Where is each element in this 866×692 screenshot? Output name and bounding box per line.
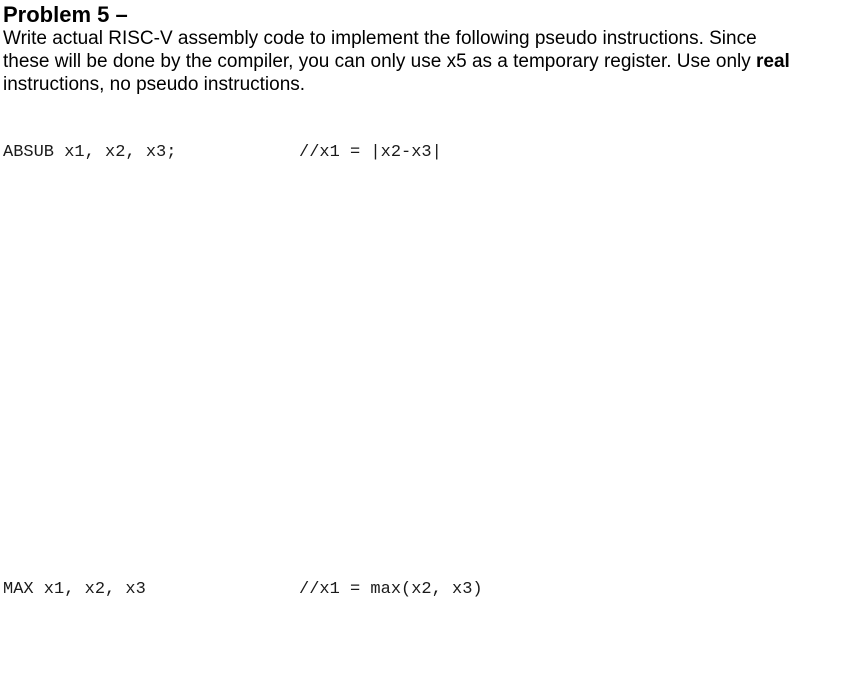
instructions-line-2 [3, 50, 853, 73]
instructions-line-2-text: these will be done by the compiler, you can only use x5 as a temporary register. Use only [3, 51, 757, 72]
pseudo-instruction: ABSUB x1, x2, x3; [3, 143, 177, 162]
instruction-comment: //x1 = |x2-x3| [299, 143, 442, 162]
instructions-line-3: instructions, no pseudo instructions. [3, 74, 306, 95]
task-absub [3, 143, 603, 165]
instructions-line-1: Write actual RISC-V assembly code to implement the following pseudo instructions. Since [3, 28, 757, 49]
pseudo-instruction: MAX x1, x2, x3 [3, 580, 146, 599]
task-max [3, 580, 603, 602]
problem-title: Problem 5 – [3, 2, 128, 27]
problem-instructions [3, 27, 853, 96]
emphasis-real: real [756, 51, 790, 72]
instruction-comment: //x1 = max(x2, x3) [299, 580, 483, 599]
